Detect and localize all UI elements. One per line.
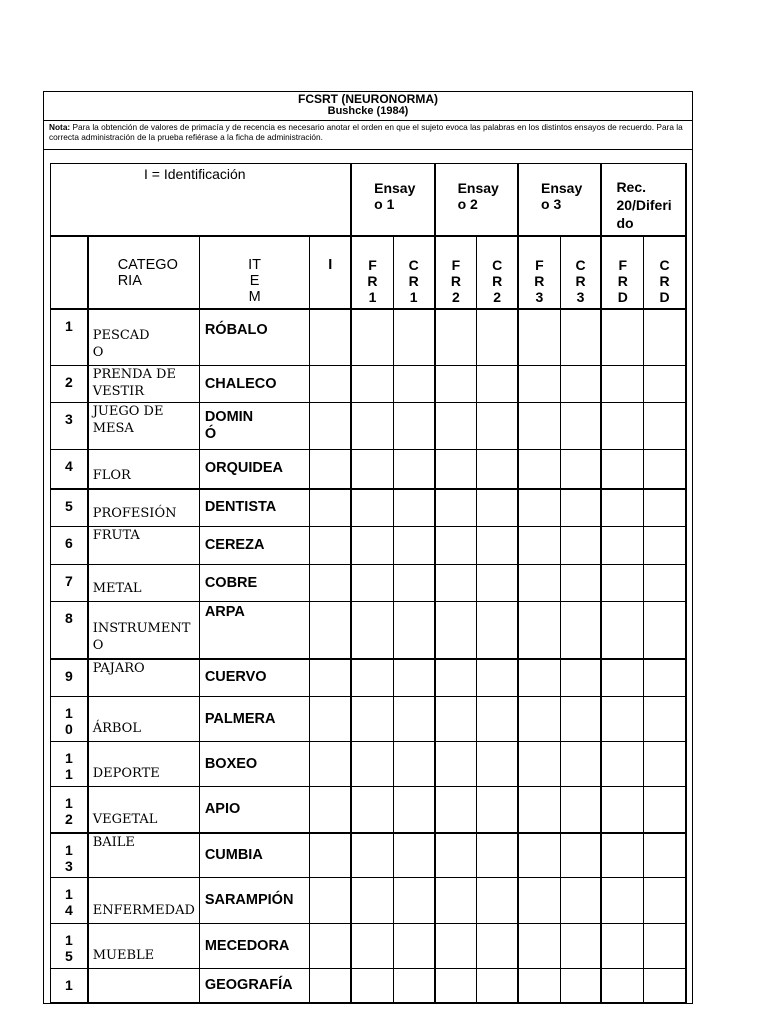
trial-input-cell[interactable] <box>477 659 518 697</box>
trial-input-cell[interactable] <box>601 742 643 787</box>
trial-input-cell[interactable] <box>477 309 518 366</box>
trial-input-cell[interactable] <box>644 403 686 450</box>
trial-input-cell[interactable] <box>435 969 477 1003</box>
trial-input-cell[interactable] <box>435 787 477 833</box>
trial-input-cell[interactable] <box>518 969 560 1003</box>
trial-input-cell[interactable] <box>560 969 601 1003</box>
trial-input-cell[interactable] <box>435 489 477 527</box>
trial-input-cell[interactable] <box>435 403 477 450</box>
trial-input-cell[interactable] <box>351 450 393 489</box>
categoria-header: CATEGO RIA <box>88 236 200 309</box>
trial-input-cell[interactable] <box>601 697 643 742</box>
trial-input-cell[interactable] <box>435 602 477 659</box>
item-cell: APIO <box>199 787 310 833</box>
category-cell: MUEBLE <box>88 924 200 969</box>
divider <box>44 120 692 121</box>
trial-input-cell[interactable] <box>477 527 518 565</box>
category-cell: METAL <box>88 565 200 602</box>
row-number: 2 <box>51 366 88 403</box>
row-number: 1 <box>51 969 88 1003</box>
identification-input-cell[interactable] <box>310 309 351 366</box>
identification-input-cell[interactable] <box>310 697 351 742</box>
table-row <box>51 403 687 450</box>
table-row <box>51 969 687 1003</box>
table-row <box>51 878 687 924</box>
scoring-table <box>50 163 687 1003</box>
identification-input-cell[interactable] <box>310 366 351 403</box>
trial-input-cell[interactable] <box>477 565 518 602</box>
ident-header: I = Identificación <box>51 164 352 236</box>
trial-input-cell[interactable] <box>477 969 518 1003</box>
row-number: 5 <box>51 489 88 527</box>
item-cell: DENTISTA <box>199 489 310 527</box>
trial-input-cell[interactable] <box>518 403 560 450</box>
table-row <box>51 742 687 787</box>
trial-input-cell[interactable] <box>601 366 643 403</box>
trial-subheader: C R 3 <box>560 236 601 309</box>
trial-subheader: F R 3 <box>518 236 560 309</box>
item-cell: CHALECO <box>199 366 310 403</box>
row-number: 1 2 <box>51 787 88 833</box>
identification-input-cell[interactable] <box>310 565 351 602</box>
trial-input-cell[interactable] <box>435 697 477 742</box>
category-cell: JUEGO DE MESA <box>88 403 200 450</box>
form-subtitle: Bushcke (1984) <box>327 105 409 117</box>
trial-input-cell[interactable] <box>393 742 434 787</box>
item-cell: CUMBIA <box>199 833 310 878</box>
trial-input-cell[interactable] <box>477 787 518 833</box>
fcsrt-form <box>43 91 693 1004</box>
item-cell: DOMIN Ó <box>199 403 310 450</box>
trial-input-cell[interactable] <box>560 450 601 489</box>
trial-input-cell[interactable] <box>518 450 560 489</box>
trial-input-cell[interactable] <box>601 787 643 833</box>
row-number: 1 1 <box>51 742 88 787</box>
trial-input-cell[interactable] <box>393 787 434 833</box>
trial-input-cell[interactable] <box>644 659 686 697</box>
trial-input-cell[interactable] <box>435 878 477 924</box>
item-cell: MECEDORA <box>199 924 310 969</box>
trial-input-cell[interactable] <box>644 309 686 366</box>
trial-input-cell[interactable] <box>560 403 601 450</box>
table-row <box>51 450 687 489</box>
identification-input-cell[interactable] <box>310 969 351 1003</box>
trial-input-cell[interactable] <box>518 565 560 602</box>
trial-input-cell[interactable] <box>351 403 393 450</box>
trial-input-cell[interactable] <box>518 309 560 366</box>
identification-input-cell[interactable] <box>310 878 351 924</box>
trial-input-cell[interactable] <box>477 833 518 878</box>
trial-input-cell[interactable] <box>644 602 686 659</box>
trial-input-cell[interactable] <box>644 489 686 527</box>
identification-input-cell[interactable] <box>310 602 351 659</box>
category-cell: BAILE <box>88 833 200 878</box>
i-header: I <box>310 236 351 309</box>
table-row <box>51 602 687 659</box>
trial-input-cell[interactable] <box>518 366 560 403</box>
table-row <box>51 659 687 697</box>
trial-input-cell[interactable] <box>601 602 643 659</box>
trial-input-cell[interactable] <box>351 659 393 697</box>
identification-input-cell[interactable] <box>310 924 351 969</box>
trial-input-cell[interactable] <box>477 403 518 450</box>
trial-input-cell[interactable] <box>393 833 434 878</box>
identification-input-cell[interactable] <box>310 742 351 787</box>
table-row <box>51 366 687 403</box>
trial-input-cell[interactable] <box>393 527 434 565</box>
rec-header: Rec. 20/Diferi do <box>601 164 686 236</box>
ensayo3-header: Ensay o 3 <box>518 164 601 236</box>
num-header-cell <box>51 236 88 309</box>
item-cell: ORQUIDEA <box>199 450 310 489</box>
form-note <box>49 122 688 142</box>
trial-input-cell[interactable] <box>477 489 518 527</box>
item-cell: CEREZA <box>199 527 310 565</box>
trial-input-cell[interactable] <box>393 565 434 602</box>
form-title: FCSRT (NEURONORMA) <box>298 92 438 106</box>
trial-input-cell[interactable] <box>560 659 601 697</box>
trial-input-cell[interactable] <box>477 602 518 659</box>
trial-input-cell[interactable] <box>393 366 434 403</box>
category-cell: DEPORTE <box>88 742 200 787</box>
trial-input-cell[interactable] <box>435 659 477 697</box>
trial-subheader: F R 2 <box>435 236 477 309</box>
trial-input-cell[interactable] <box>435 309 477 366</box>
trial-input-cell[interactable] <box>560 833 601 878</box>
item-cell: RÓBALO <box>199 309 310 366</box>
trial-input-cell[interactable] <box>351 565 393 602</box>
row-number: 1 5 <box>51 924 88 969</box>
row-number: 4 <box>51 450 88 489</box>
category-cell: FLOR <box>88 450 200 489</box>
trial-input-cell[interactable] <box>393 878 434 924</box>
trial-input-cell[interactable] <box>477 742 518 787</box>
trial-input-cell[interactable] <box>601 924 643 969</box>
trial-input-cell[interactable] <box>518 697 560 742</box>
trial-input-cell[interactable] <box>393 309 434 366</box>
ensayo2-header: Ensay o 2 <box>435 164 518 236</box>
trial-input-cell[interactable] <box>351 787 393 833</box>
table-row <box>51 565 687 602</box>
row-number: 1 3 <box>51 833 88 878</box>
trial-input-cell[interactable] <box>601 450 643 489</box>
trial-subheader: F R 1 <box>351 236 393 309</box>
trial-input-cell[interactable] <box>518 527 560 565</box>
trial-input-cell[interactable] <box>644 527 686 565</box>
trial-input-cell[interactable] <box>351 742 393 787</box>
table-row <box>51 527 687 565</box>
trial-input-cell[interactable] <box>518 787 560 833</box>
trial-input-cell[interactable] <box>560 366 601 403</box>
identification-input-cell[interactable] <box>310 787 351 833</box>
trial-input-cell[interactable] <box>644 697 686 742</box>
trial-input-cell[interactable] <box>560 489 601 527</box>
item-cell: COBRE <box>199 565 310 602</box>
trial-input-cell[interactable] <box>435 450 477 489</box>
trial-input-cell[interactable] <box>393 602 434 659</box>
trial-input-cell[interactable] <box>518 833 560 878</box>
category-cell: PRENDA DE VESTIR <box>88 366 200 403</box>
trial-input-cell[interactable] <box>560 309 601 366</box>
row-number: 1 0 <box>51 697 88 742</box>
item-cell: SARAMPIÓN <box>199 878 310 924</box>
category-cell: ENFERMEDAD <box>88 878 200 924</box>
row-number: 6 <box>51 527 88 565</box>
category-cell: PAJARO <box>88 659 200 697</box>
trial-input-cell[interactable] <box>393 924 434 969</box>
category-cell: FRUTA <box>88 527 200 565</box>
trial-input-cell[interactable] <box>560 742 601 787</box>
trial-input-cell[interactable] <box>644 450 686 489</box>
trial-input-cell[interactable] <box>601 659 643 697</box>
identification-input-cell[interactable] <box>310 450 351 489</box>
trial-input-cell[interactable] <box>601 309 643 366</box>
trial-input-cell[interactable] <box>518 878 560 924</box>
trial-input-cell[interactable] <box>435 565 477 602</box>
identification-input-cell[interactable] <box>310 403 351 450</box>
trial-input-cell[interactable] <box>435 527 477 565</box>
trial-input-cell[interactable] <box>518 742 560 787</box>
trial-input-cell[interactable] <box>644 878 686 924</box>
trial-input-cell[interactable] <box>644 969 686 1003</box>
trial-input-cell[interactable] <box>435 742 477 787</box>
trial-input-cell[interactable] <box>477 878 518 924</box>
item-cell: GEOGRAFÍA <box>199 969 310 1003</box>
note-text: Para la obtención de valores de primacía y de recencia es necesario anotar el orden en que el sujeto evoca las palabras en los distintos ensayos de recuerdo. Para la correcta administración de la prueba refiérase a la ficha de administración. <box>49 122 683 142</box>
trial-input-cell[interactable] <box>560 924 601 969</box>
table-row <box>51 697 687 742</box>
trial-input-cell[interactable] <box>351 878 393 924</box>
trial-input-cell[interactable] <box>644 787 686 833</box>
trial-input-cell[interactable] <box>644 924 686 969</box>
note-label: Nota: <box>49 122 71 132</box>
row-number: 1 <box>51 309 88 366</box>
trial-input-cell[interactable] <box>477 366 518 403</box>
trial-input-cell[interactable] <box>351 833 393 878</box>
trial-input-cell[interactable] <box>435 924 477 969</box>
trial-input-cell[interactable] <box>601 833 643 878</box>
row-number: 3 <box>51 403 88 450</box>
identification-input-cell[interactable] <box>310 833 351 878</box>
trial-input-cell[interactable] <box>518 489 560 527</box>
ensayo1-header: Ensay o 1 <box>351 164 434 236</box>
trial-input-cell[interactable] <box>477 924 518 969</box>
category-cell <box>88 969 200 1003</box>
trial-input-cell[interactable] <box>560 527 601 565</box>
table-row <box>51 787 687 833</box>
category-cell: INSTRUMENT O <box>88 602 200 659</box>
trial-input-cell[interactable] <box>560 697 601 742</box>
trial-input-cell[interactable] <box>351 697 393 742</box>
trial-input-cell[interactable] <box>393 969 434 1003</box>
identification-input-cell[interactable] <box>310 489 351 527</box>
trial-input-cell[interactable] <box>477 450 518 489</box>
trial-input-cell[interactable] <box>601 527 643 565</box>
trial-subheader: C R D <box>644 236 686 309</box>
trial-input-cell[interactable] <box>601 878 643 924</box>
trial-input-cell[interactable] <box>393 403 434 450</box>
trial-input-cell[interactable] <box>560 602 601 659</box>
trial-input-cell[interactable] <box>560 878 601 924</box>
trial-input-cell[interactable] <box>393 489 434 527</box>
trial-input-cell[interactable] <box>560 565 601 602</box>
trial-input-cell[interactable] <box>351 924 393 969</box>
trial-input-cell[interactable] <box>644 565 686 602</box>
trial-input-cell[interactable] <box>601 969 643 1003</box>
table-row <box>51 489 687 527</box>
table-row <box>51 309 687 366</box>
table-row <box>51 924 687 969</box>
category-cell: VEGETAL <box>88 787 200 833</box>
trial-input-cell[interactable] <box>393 450 434 489</box>
trial-subheader: C R 2 <box>477 236 518 309</box>
item-cell: BOXEO <box>199 742 310 787</box>
trial-input-cell[interactable] <box>393 697 434 742</box>
trial-input-cell[interactable] <box>560 787 601 833</box>
item-header: IT E M <box>199 236 310 309</box>
trial-input-cell[interactable] <box>351 602 393 659</box>
trial-input-cell[interactable] <box>435 833 477 878</box>
trial-input-cell[interactable] <box>644 833 686 878</box>
trial-input-cell[interactable] <box>351 489 393 527</box>
divider <box>44 149 692 150</box>
trial-input-cell[interactable] <box>601 403 643 450</box>
trial-input-cell[interactable] <box>351 366 393 403</box>
category-cell: PROFESIÓN <box>88 489 200 527</box>
row-number: 1 4 <box>51 878 88 924</box>
trial-input-cell[interactable] <box>351 969 393 1003</box>
row-number: 9 <box>51 659 88 697</box>
trial-subheader: C R 1 <box>393 236 434 309</box>
trial-input-cell[interactable] <box>518 602 560 659</box>
trial-input-cell[interactable] <box>644 366 686 403</box>
trial-input-cell[interactable] <box>351 309 393 366</box>
category-cell: PESCAD O <box>88 309 200 366</box>
trial-input-cell[interactable] <box>477 697 518 742</box>
trial-input-cell[interactable] <box>518 659 560 697</box>
category-cell: ÁRBOL <box>88 697 200 742</box>
row-number: 7 <box>51 565 88 602</box>
row-number: 8 <box>51 602 88 659</box>
table-row <box>51 833 687 878</box>
item-cell: ARPA <box>199 602 310 659</box>
identification-input-cell[interactable] <box>310 527 351 565</box>
trial-input-cell[interactable] <box>351 527 393 565</box>
item-cell: PALMERA <box>199 697 310 742</box>
trial-subheader: F R D <box>601 236 643 309</box>
trial-input-cell[interactable] <box>644 742 686 787</box>
trial-input-cell[interactable] <box>435 366 477 403</box>
item-cell: CUERVO <box>199 659 310 697</box>
identification-input-cell[interactable] <box>310 659 351 697</box>
trial-input-cell[interactable] <box>518 924 560 969</box>
trial-input-cell[interactable] <box>601 489 643 527</box>
trial-input-cell[interactable] <box>393 659 434 697</box>
trial-input-cell[interactable] <box>601 565 643 602</box>
